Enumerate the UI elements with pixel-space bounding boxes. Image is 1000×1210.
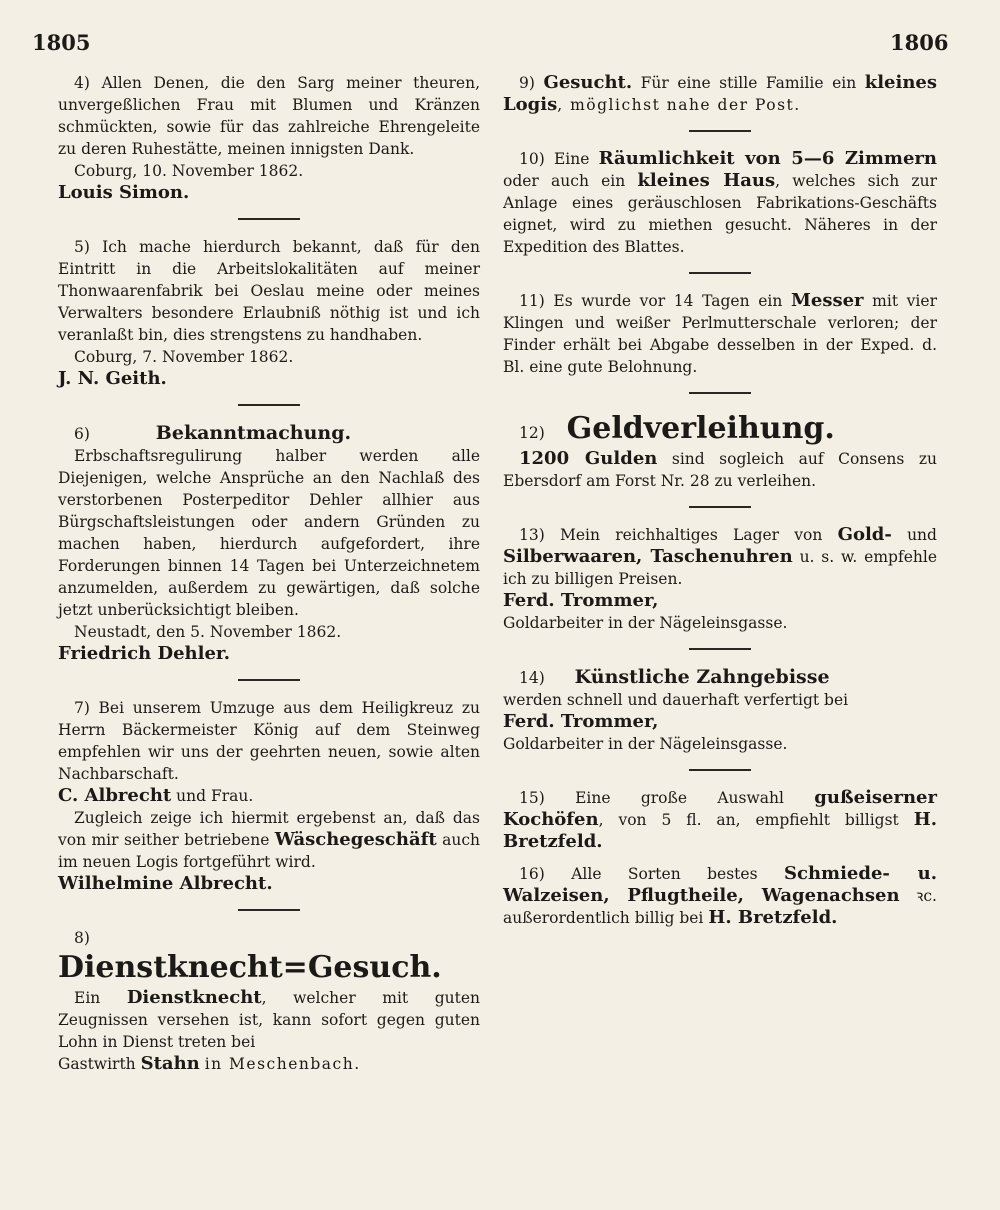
page-number-left: 1805 [32, 30, 91, 55]
ad-8 [58, 927, 480, 1075]
ad-15-bold-2: H. Bretzfeld. [503, 809, 937, 852]
ad-8-sig-post: in Meschenbach. [204, 1055, 361, 1073]
ad-15-text-b: , von 5 fl. an, empfiehlt billigst [598, 811, 899, 829]
ad-8-sig-name: Stahn [140, 1053, 200, 1074]
ad-6-signature: Friedrich Dehler. [58, 643, 230, 664]
divider [689, 130, 751, 132]
ad-15-text-a: 15) Eine große Auswahl [519, 789, 784, 807]
ad-6-text: Erbschaftsregulirung halber werden alle Diejenigen, welche Ansprüche an den Nachlaß des verstorbenen Posterpeditor Dehler allhier aus Bürgschaftsleistungen oder andern Gründen zu machen haben, hierdurch aufgefordert, ihre Forderungen binnen 14 Tagen bei Unterzeichnetem anzumelden, außerdem zu gewärtigen, daß solche jetzt unberücksichtigt bleiben. [58, 447, 480, 619]
divider [238, 404, 300, 406]
ad-6-number: 6) [74, 425, 90, 443]
ad-9-text-a: Für eine stille Familie ein [640, 74, 857, 92]
divider [689, 506, 751, 508]
ad-7-signature-1: C. Albrecht [58, 785, 172, 806]
ad-6 [58, 422, 480, 665]
ad-12-number: 12) [519, 424, 545, 442]
ad-8-text-after: , welcher mit guten Zeugnissen versehen ist, kann sofort gegen guten Lohn in Dienst treten bei [58, 989, 480, 1051]
ad-9-heading: Gesucht. [543, 72, 633, 93]
ad-15 [503, 787, 937, 853]
ad-8-text-bold: Dienstknecht [126, 987, 262, 1008]
ad-6-heading: Bekanntmachung. [155, 422, 352, 444]
ad-10-bold-2: kleines Haus [637, 170, 776, 191]
divider [238, 218, 300, 220]
ad-5-text: 5) Ich mache hierdurch bekannt, daß für den Eintritt in die Arbeitslokalitäten auf meiner Thonwaarenfabrik bei Oeslau meine oder meines Verwalters besondere Erlaubniß nöthig ist und ich veranlaßt bin, dies strengstens zu handhaben. [58, 238, 480, 344]
page-number-right: 1806 [890, 30, 949, 55]
divider [689, 272, 751, 274]
ad-16 [503, 863, 937, 929]
ad-9 [503, 72, 937, 116]
ad-5-signature: J. N. Geith. [58, 368, 167, 389]
ad-8-heading: Dienstknecht=Gesuch. [58, 950, 442, 985]
ad-5 [58, 236, 480, 390]
ad-6-place-date: Neustadt, den 5. November 1862. [74, 623, 342, 641]
ad-16-bold-1: Schmiede- u. Walzeisen, Pflugtheile, Wagenachsen [503, 863, 938, 906]
ad-13-text-b: und [907, 526, 937, 544]
ad-7 [58, 697, 480, 895]
ad-13-signature: Ferd. Trommer, [503, 590, 659, 611]
ad-10-text-a: 10) Eine [519, 150, 590, 168]
ad-13 [503, 524, 937, 634]
ad-11-text-a: 11) Es wurde vor 14 Tagen ein [519, 292, 783, 310]
ad-14-title: Goldarbeiter in der Nägeleinsgasse. [503, 735, 788, 753]
ad-13-bold-2: Silberwaaren, Taschenuhren [503, 546, 793, 567]
divider [238, 909, 300, 911]
ad-14 [503, 666, 937, 755]
ad-15-bold-1: gußeiserner Kochöfen [503, 787, 937, 830]
ad-9-number: 9) [519, 74, 535, 92]
ad-7-signature-2: Wilhelmine Albrecht. [58, 873, 273, 894]
ad-7-text2-before: Zugleich zeige ich hiermit ergebenst an, daß das von mir seither betriebene [58, 809, 480, 849]
ad-13-text-c: u. s. w. empfehle ich zu billigen Preisen. [503, 548, 937, 588]
ad-14-heading: Künstliche Zahngebisse [574, 666, 830, 688]
ad-16-text-b: ꝛc. außerordentlich billig bei [503, 887, 937, 927]
ad-11-bold: Messer [790, 290, 864, 311]
ad-11 [503, 290, 937, 378]
ad-8-sig-pre: Gastwirth [58, 1055, 136, 1073]
ad-10-bold-1: Räumlichkeit von 5—6 Zimmern [598, 148, 937, 169]
ad-14-number: 14) [519, 669, 545, 687]
ad-14-signature: Ferd. Trommer, [503, 711, 659, 732]
ad-16-text-a: 16) Alle Sorten bestes [519, 865, 758, 883]
ad-12 [503, 410, 937, 492]
ad-12-text: sind sogleich auf Consens zu Ebersdorf am Forst Nr. 28 zu verleihen. [503, 450, 937, 490]
ad-16-bold-2: H. Bretzfeld. [708, 907, 838, 928]
ad-7-text2-bold: Wäschegeschäft [274, 829, 437, 850]
ad-13-text-a: 13) Mein reichhaltiges Lager von [519, 526, 823, 544]
ad-9-bold: kleines Logis [503, 72, 938, 115]
ad-7-text2-after: auch im neuen Logis fortgeführt wird. [58, 831, 480, 871]
ad-8-text-before: Ein [74, 989, 101, 1007]
divider [689, 392, 751, 394]
ad-12-bold: 1200 Gulden [519, 448, 658, 469]
divider [238, 679, 300, 681]
ad-10-text-c: , welches sich zur Anlage eines geräuschlosen Fabrikations-Geschäfts eignet, wird zu miethen gesucht. Näheres in der Expedition des Blattes. [503, 172, 937, 256]
ad-4 [58, 72, 480, 204]
ad-9-text-b: , möglichst nahe der Post. [557, 96, 801, 114]
right-column [503, 72, 937, 929]
ad-7-text: 7) Bei unserem Umzuge aus dem Heiligkreuz zu Herrn Bäckermeister König auf dem Steinweg empfehlen wir uns der geehrten neuen, sowie alten Nachbarschaft. [58, 699, 480, 783]
ad-4-text: 4) Allen Denen, die den Sarg meiner theuren, unvergeßlichen Frau mit Blumen und Kränzen schmückten, sowie für das zahlreiche Ehrengeleite zu deren Ruhestätte, meinen innigsten Dank. [58, 74, 480, 158]
divider [689, 648, 751, 650]
ad-13-bold-1: Gold- [837, 524, 892, 545]
divider [689, 769, 751, 771]
left-column [58, 72, 480, 1075]
ad-13-title: Goldarbeiter in der Nägeleinsgasse. [503, 614, 788, 632]
ad-14-text: werden schnell und dauerhaft verfertigt bei [503, 691, 849, 709]
ad-5-place-date: Coburg, 7. November 1862. [74, 348, 294, 366]
ad-8-number: 8) [74, 929, 90, 947]
ad-7-signature-1-suffix: und Frau. [176, 787, 254, 805]
ad-12-heading: Geldverleihung. [566, 411, 835, 446]
ad-10-text-b: oder auch ein [503, 172, 626, 190]
ad-11-text-b: mit vier Klingen und weißer Perlmutterschale verloren; der Finder erhält bei Abgabe desselben in der Exped. d. Bl. eine gute Belohnung. [503, 292, 937, 376]
ad-10 [503, 148, 937, 258]
ad-4-place-date: Coburg, 10. November 1862. [74, 162, 304, 180]
ad-4-signature: Louis Simon. [58, 182, 190, 203]
